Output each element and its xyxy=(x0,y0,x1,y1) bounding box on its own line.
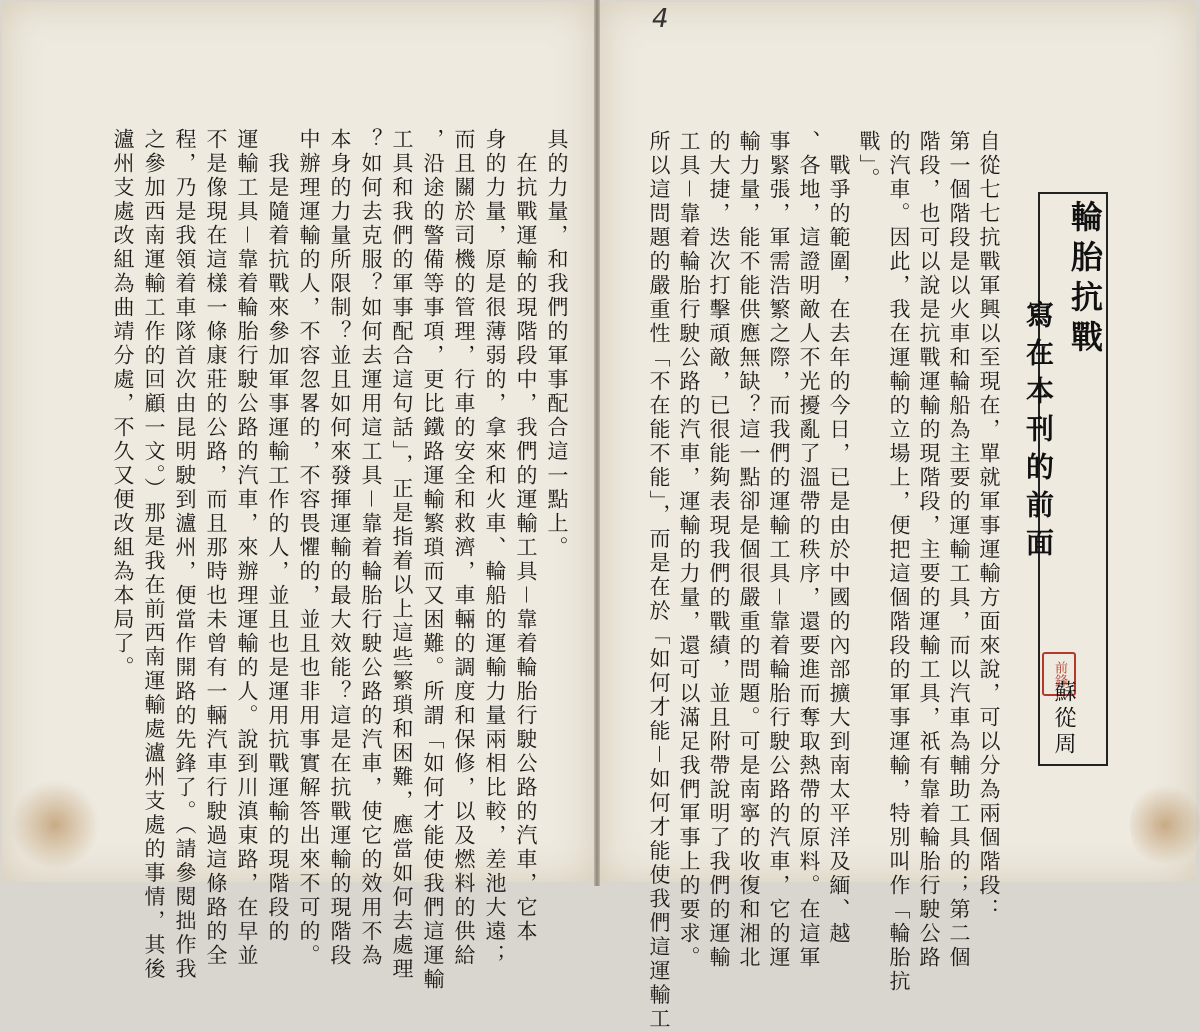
text-column: 在抗戰運輸的現階段中，我們的運輸工具－靠着輪胎行駛公路的汽車，它本 xyxy=(514,128,538,944)
text-column: 、各地，這證明敵人不光擾亂了溫帶的秩序，還要進而奪取熱帶的原料。在這軍 xyxy=(797,130,821,970)
text-column: 之參加西南運輸工作的回顧一文。）那是我在前西南運輸處瀘州支處的事情，其後 xyxy=(142,128,166,982)
text-column: 戰」。 xyxy=(857,130,881,192)
text-column: 程，乃是我領着車隊首次由昆明駛到瀘州，便當作開路的先鋒了。（請參閱拙作我 xyxy=(173,128,197,982)
text-column: 身的力量，原是很薄弱的，拿來和火車、輪船的運輸力量兩相比較，差池大遠； xyxy=(483,128,507,968)
article-subtitle: 寫在本刊的前面 xyxy=(1022,300,1055,566)
text-column: 中辦理運輸的人，不容忽畧的，不容畏懼的，並且也非用事實解答出來不可的。 xyxy=(297,128,321,968)
page-number: 4 xyxy=(652,4,669,34)
text-column: 具的力量，和我們的軍事配合這一點上。 xyxy=(545,128,569,560)
text-column: 運輸工具－靠着輪胎行駛公路的汽車，來辦理運輸的人。說到川滇東路，在早並 xyxy=(235,128,259,968)
text-column: 階段，也可以說是抗戰運輸的現階段，主要的運輸工具，祇有靠着輪胎行駛公路 xyxy=(917,130,941,970)
text-column: 本身的力量所限制？並且如何來發揮運輸的最大效能？這是在抗戰運輸的現階段 xyxy=(328,128,352,968)
text-column: 的汽車。因此，我在運輸的立場上，便把這個階段的軍事運輸，特別叫作「輪胎抗 xyxy=(887,130,911,994)
binding-gutter xyxy=(594,0,600,886)
text-column: 瀘州支處改組為曲靖分處，不久又便改組為本局了。 xyxy=(111,128,135,680)
text-column: 自從七七抗戰軍興以至現在，單就軍事運輸方面來說，可以分為兩個階段： xyxy=(977,130,1001,922)
text-column: 而且關於司機的管理，行車的安全和救濟，車輛的調度和保修，以及燃料的供給 xyxy=(452,128,476,968)
text-column: ？如何去克服？如何去運用這工具－靠着輪胎行駛公路的汽車，使它的效用不為 xyxy=(359,128,383,968)
text-column: ，沿途的警備等事項，更比鐵路運輸繁瑣而又困難。所謂「如何才能使我們這運輸 xyxy=(421,128,445,992)
text-column: 工具－靠着輪胎行駛公路的汽車，運輸的力量，還可以滿足我們軍事上的要求。 xyxy=(677,130,701,970)
text-column: 不是像現在這樣一條康莊的公路，而且那時也未曾有一輛汽車行駛過這條路的全 xyxy=(204,128,228,968)
paper-stain xyxy=(1130,780,1200,870)
text-column: 的大捷，迭次打擊頑敵，已很能夠表現我們的戰績，並且附帶說明了我們的運輸 xyxy=(707,130,731,970)
text-column: 戰爭的範圍，在去年的今日，已是由於中國的內部擴大到南太平洋及緬、越 xyxy=(827,130,851,946)
article-title: 輪胎抗戰 xyxy=(1066,200,1104,360)
text-column: 輸力量，能不能供應無缺？這一點卻是個很嚴重的問題。可是南寧的收復和湘北 xyxy=(737,130,761,970)
text-column: 所以這問題的嚴重性「不在能不能」，而是在於「如何才能－如何才能使我們這運輸工 xyxy=(647,130,671,1032)
text-column: 工具和我們的軍事配合這句話」，正是指着以上這些繁瑣和困難，應當如何去處理 xyxy=(390,128,414,982)
seal-text: 前鋒 xyxy=(1052,661,1067,687)
paper-stain xyxy=(10,780,100,870)
text-column: 我是隨着抗戰來參加軍事運輸工作的人，並且也是運用抗戰運輸的現階段的 xyxy=(266,128,290,944)
text-column: 第一個階段是以火車和輪船為主要的運輸工具，而以汽車為輔助工具的；第二個 xyxy=(947,130,971,970)
author-name: 蘇從周 xyxy=(1051,680,1076,758)
text-column: 事緊張，軍需浩繁之際，而我們的運輸工具－靠着輪胎行駛公路的汽車，它的運 xyxy=(767,130,791,970)
